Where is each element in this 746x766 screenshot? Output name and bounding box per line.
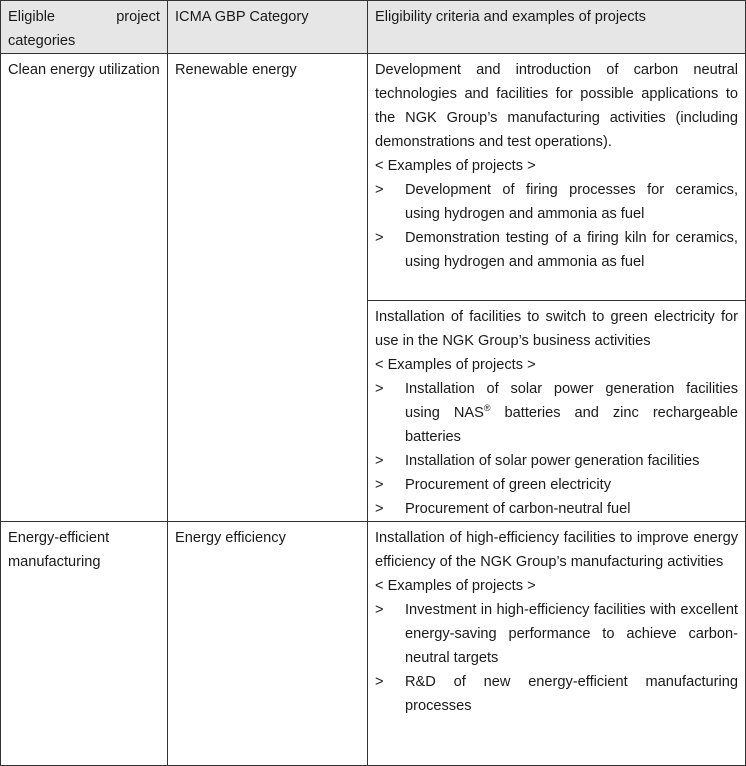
bullet-marker: >	[375, 381, 384, 397]
bullet-marker: >	[375, 453, 384, 469]
list-item	[375, 377, 738, 449]
list-item	[375, 473, 738, 497]
gbp-cell: Energy efficiency	[168, 522, 368, 766]
criteria-cell	[368, 54, 746, 301]
table-row	[1, 54, 746, 301]
list-item	[375, 449, 738, 473]
examples-list	[375, 598, 738, 718]
header-eligible-categories	[1, 1, 168, 54]
example-nas-post: batteries and zinc rechargeable batteries	[405, 405, 739, 445]
examples-label: < Examples of projects >	[375, 578, 536, 594]
table-row	[1, 522, 746, 766]
examples-label: < Examples of projects >	[375, 357, 536, 373]
list-item	[375, 598, 738, 670]
header-col1-word2: project	[116, 9, 160, 25]
category-cell: Energy-efficient manufacturing	[1, 522, 168, 766]
bullet-marker: >	[375, 477, 384, 493]
examples-list	[375, 377, 738, 521]
header-eligibility-criteria: Eligibility criteria and examples of projects	[368, 1, 746, 54]
header-col1-word3: categories	[8, 33, 76, 49]
example-text: Installation of solar power generation facilities	[405, 453, 700, 469]
bullet-marker: >	[375, 230, 384, 246]
header-row	[1, 1, 746, 54]
bullet-marker: >	[375, 182, 384, 198]
category-cell: Clean energy utilization	[1, 54, 168, 522]
example-text: Procurement of carbon-neutral fuel	[405, 501, 631, 517]
example-nas-pre: Installation of solar power generation facilities using NAS	[405, 381, 738, 421]
example-text: Investment in high-efficiency facilities with excellent energy-saving performance to achieve carbon-neutral targets	[405, 602, 738, 666]
registered-mark: ®	[483, 403, 491, 413]
bullet-marker: >	[375, 674, 384, 690]
criteria-text: Development and introduction of carbon neutral technologies and facilities for possible applications to the NGK Group’s manufacturing activities (including demonstrations and test operations).	[375, 62, 738, 150]
examples-label: < Examples of projects >	[375, 158, 536, 174]
example-text	[405, 381, 738, 445]
example-text: Demonstration testing of a firing kiln for ceramics, using hydrogen and ammonia as fuel	[405, 230, 738, 270]
example-text: Procurement of green electricity	[405, 477, 612, 493]
header-col1-word1: Eligible	[8, 9, 56, 25]
example-text: Development of firing processes for ceramics, using hydrogen and ammonia as fuel	[405, 182, 738, 222]
criteria-cell	[368, 522, 746, 766]
bullet-marker: >	[375, 501, 384, 517]
example-text: R&D of new energy-efficient manufacturing processes	[405, 674, 738, 714]
examples-list	[375, 178, 738, 274]
criteria-cell	[368, 301, 746, 522]
criteria-text: Installation of facilities to switch to green electricity for use in the NGK Group’s business activities	[375, 309, 738, 349]
list-item	[375, 670, 738, 718]
list-item	[375, 497, 738, 521]
list-item	[375, 178, 738, 226]
bullet-marker: >	[375, 602, 384, 618]
criteria-text: Installation of high-efficiency facilities to improve energy efficiency of the NGK Group’s manufacturing activities	[375, 530, 738, 570]
gbp-cell: Renewable energy	[168, 54, 368, 522]
header-gbp-category: ICMA GBP Category	[168, 1, 368, 54]
list-item	[375, 226, 738, 274]
